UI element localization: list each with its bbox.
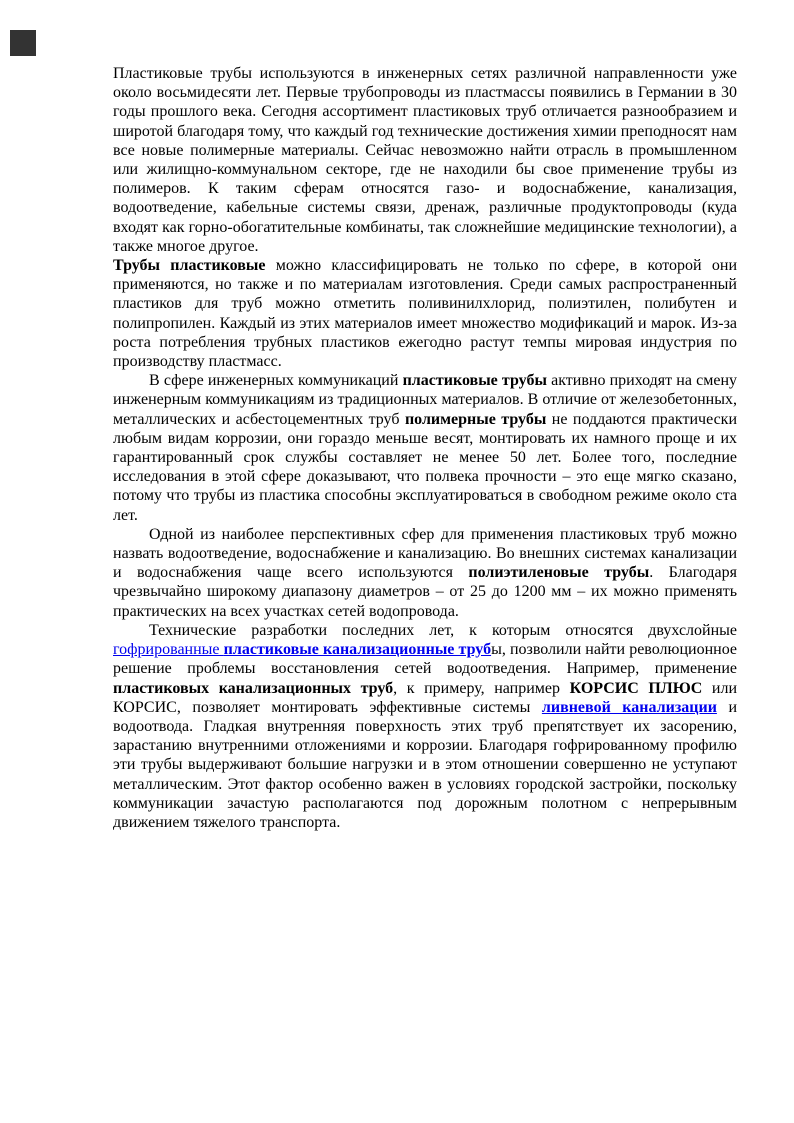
text-run-bold: пластиковые трубы bbox=[402, 372, 547, 390]
text-run: и водоотвода. Гладкая внутренняя поверхность этих труб препятствует их засорению, зарастанию внутренними отложениями и коррозии. Благодаря гофрированному профилю эти трубы выдерживают большие нагрузки и в этом отношении совершенно не уступают металлическим. Этот фактор особенно важен в условиях городской застройки, поскольку коммуникации зачастую располагаются под дорожным полотном с непрерывным движением тяжелого транспорта. bbox=[113, 698, 738, 831]
text-run: активно приходят на смену инженерным коммуникациям из традиционных материалов. В отличие от железобетонных, металлических и асбестоцементных труб bbox=[113, 372, 738, 428]
text-run-bold: пластиковых канализационных труб bbox=[113, 679, 394, 697]
text-run: . Благодаря чрезвычайно широкому диапазону диаметров – от 25 до 1200 мм – их можно применять практических на всех участках сетей водопровода. bbox=[113, 564, 737, 620]
text-run: или КОРСИС, позволяет монтировать эффективные системы bbox=[113, 679, 738, 716]
link-text-run: гофрированные bbox=[113, 641, 224, 659]
text-run-bold: Трубы пластиковые bbox=[113, 257, 266, 275]
link-text-run-bold: пластиковые канализационные труб bbox=[223, 641, 492, 659]
paragraph-engineering-communications bbox=[113, 371, 737, 525]
paragraph-water-supply bbox=[113, 525, 737, 621]
text-run: можно классифицировать не только по сфере, в которой они применяются, но также и по материалам изготовления. Среди самых распространенный пластиков для труб можно отметить поливинилхлорид, полиэтилен, полибутен и полипропилен. Каждый из этих материалов имеет множество модификаций и марок. Из-за роста потребления трубных пластиков ежегодно растут темпы мировая индустрия по производству пластмасс. bbox=[113, 257, 738, 371]
text-run: не поддаются практически любым видам коррозии, они гораздо меньше весят, монтировать их намного проще и их гарантированный срок службы составляет не менее 50 лет. Более того, последние исследования в этой сфере доказывают, что полвека прочности – это еще мягко сказано, потому что трубы из пластика способны эксплуатироваться в свободном режиме около ста лет. bbox=[113, 410, 738, 524]
text-run: Технические разработки последних лет, к которым относятся двухслойные bbox=[149, 621, 737, 639]
corner-artifact bbox=[10, 30, 36, 56]
link-storm-sewer[interactable]: ливневой канализации bbox=[541, 698, 717, 716]
paragraph-classification bbox=[113, 256, 737, 371]
text-run: , к примеру, например bbox=[393, 679, 570, 697]
paragraph-intro bbox=[113, 64, 737, 256]
text-run-bold: полиэтиленовые трубы bbox=[468, 564, 650, 582]
text-run: Пластиковые трубы используются в инженерных сетях различной направленности уже около восьмидесяти лет. Первые трубопроводы из пластмассы появились в Германии в 30 годы прошлого века. Сегодня ассортимент пластиковых труб отличается разнообразием и широтой благодаря тому, что каждый год технические достижения химии преподносят нам все новые полимерные материалы. Сейчас невозможно найти отрасль в промышленном или жилищно-коммунальном секторе, где не находили бы свое применение трубы из полимеров. К таким сферам относятся газо- и водоснабжение, канализация, водоотведение, кабельные системы связи, дренаж, различные продуктопроводы (куда входят как горно-обогатительные комбинаты, так сложнейшие медицинские технологии), а также многое другое. bbox=[113, 65, 737, 255]
text-run: В сфере инженерных коммуникаций bbox=[149, 372, 403, 390]
text-run-bold: КОРСИС ПЛЮС bbox=[569, 679, 703, 697]
text-run: Одной из наиболее перспективных сфер для применения пластиковых труб можно назвать водоотведение, водоснабжение и канализацию. Во внешних системах канализации и водоснабжения чаще всего используются bbox=[113, 525, 737, 582]
link-corrugated-plastic-sewer-pipes[interactable] bbox=[113, 641, 491, 658]
text-run-bold: полимерные трубы bbox=[404, 410, 547, 428]
paragraph-technical-developments bbox=[113, 621, 737, 832]
text-run: ы, позволили найти революционное решение проблемы восстановления сетей водоотведения. Например, применение bbox=[113, 641, 738, 678]
document-body bbox=[113, 64, 737, 832]
